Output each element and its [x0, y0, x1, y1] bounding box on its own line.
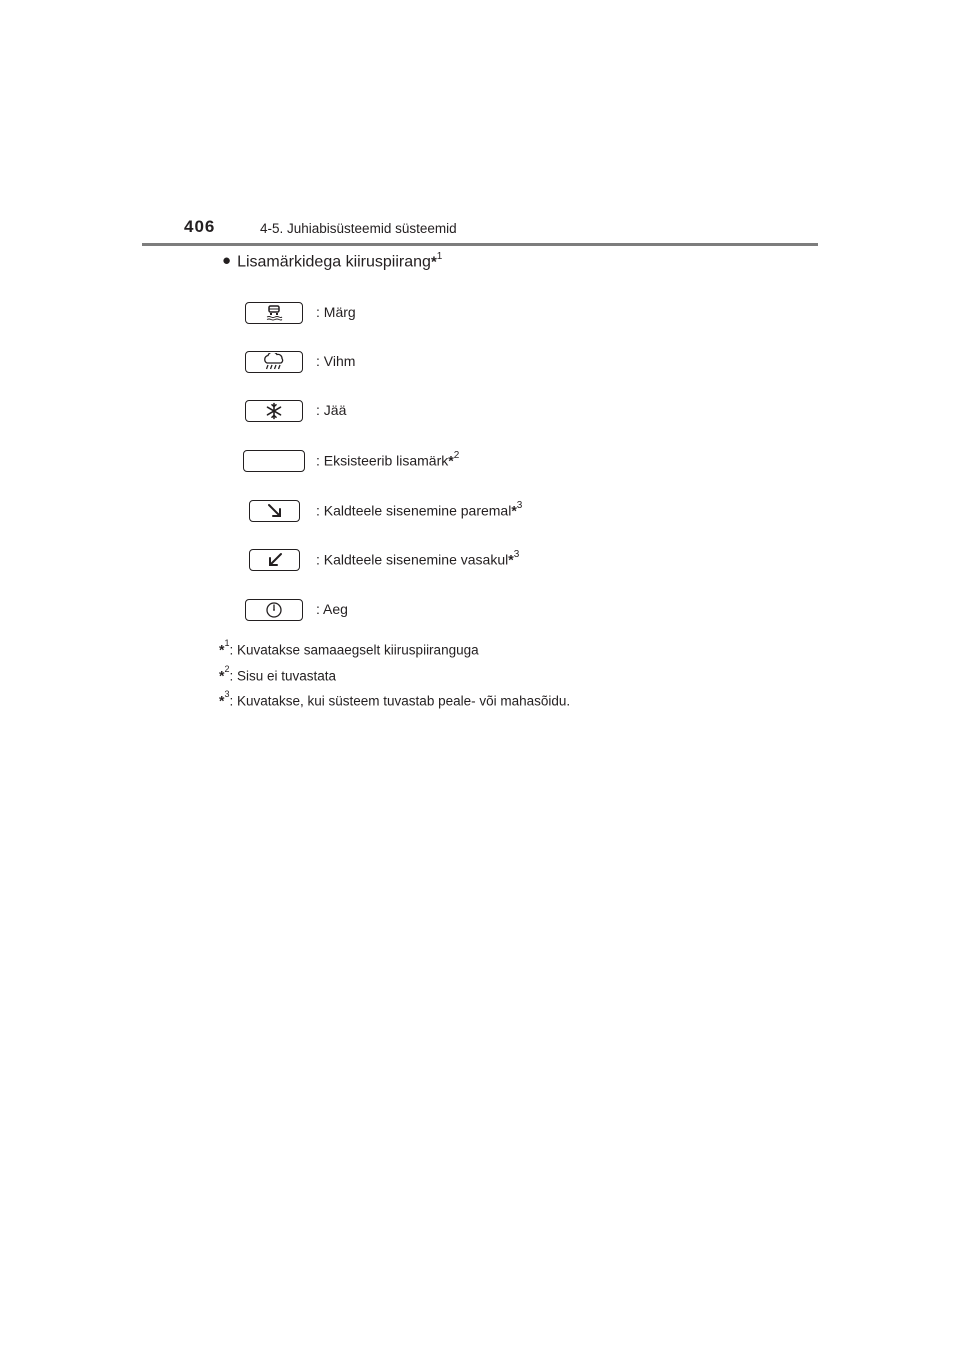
section-heading	[222, 252, 442, 271]
snowflake-icon	[245, 400, 303, 422]
sign-ref: 3	[513, 549, 520, 560]
section-title: 4-5. Juhiabisüsteemid süsteemid	[260, 221, 457, 236]
sign-label: : Vihm	[316, 353, 356, 369]
footnote-1	[219, 638, 479, 658]
heading-star: *	[430, 253, 437, 271]
footnote-ref: 1	[224, 638, 230, 648]
footnote-star: *	[219, 667, 225, 684]
sign-star: *	[508, 551, 514, 568]
footnote-text: : Kuvatakse samaaegselt kiiruspiiranguga	[229, 642, 479, 658]
sign-star: *	[448, 452, 454, 469]
arrow-down-left-icon	[249, 549, 300, 571]
blank-sign-icon	[243, 450, 305, 472]
footnote-2	[219, 664, 337, 684]
arrow-down-right-icon	[249, 500, 300, 522]
sign-label: : Eksisteerib lisamärk	[316, 452, 449, 469]
footnote-3	[219, 689, 571, 709]
sign-row-ramp-left	[0, 549, 960, 579]
sign-label: : Kaldteele sisenemine vasakul	[316, 551, 509, 568]
clock-icon	[245, 599, 303, 621]
sign-label: : Aeg	[316, 601, 348, 617]
sign-row-ramp-right	[0, 500, 960, 530]
sign-label: : Jää	[316, 402, 347, 418]
page-number: 406	[184, 217, 216, 236]
rain-cloud-icon	[245, 351, 303, 373]
sign-ref: 2	[453, 450, 460, 461]
header-rule	[142, 243, 818, 246]
bullet: ●	[222, 252, 232, 269]
sign-ref: 3	[516, 500, 523, 511]
footnote-text: : Kuvatakse, kui süsteem tuvastab peale- või mahasõidu.	[229, 693, 571, 709]
sign-label: : Märg	[316, 304, 356, 320]
sign-row-rain	[0, 351, 960, 381]
sign-label: : Kaldteele sisenemine paremal	[316, 502, 512, 519]
sign-row-time	[0, 599, 960, 629]
sign-star: *	[511, 502, 517, 519]
sign-row-blank	[0, 450, 960, 480]
footnote-star: *	[219, 641, 225, 658]
wet-road-icon	[245, 302, 303, 324]
sign-row-ice	[0, 400, 960, 430]
footnote-ref: 2	[224, 664, 230, 674]
sign-row-wet	[0, 302, 960, 332]
heading-ref: 1	[436, 251, 443, 262]
footnote-text: : Sisu ei tuvastata	[229, 668, 337, 684]
footnote-star: *	[219, 692, 225, 709]
heading-text: Lisamärkidega kiiruspiirang	[237, 253, 431, 271]
footnote-ref: 3	[224, 689, 230, 699]
